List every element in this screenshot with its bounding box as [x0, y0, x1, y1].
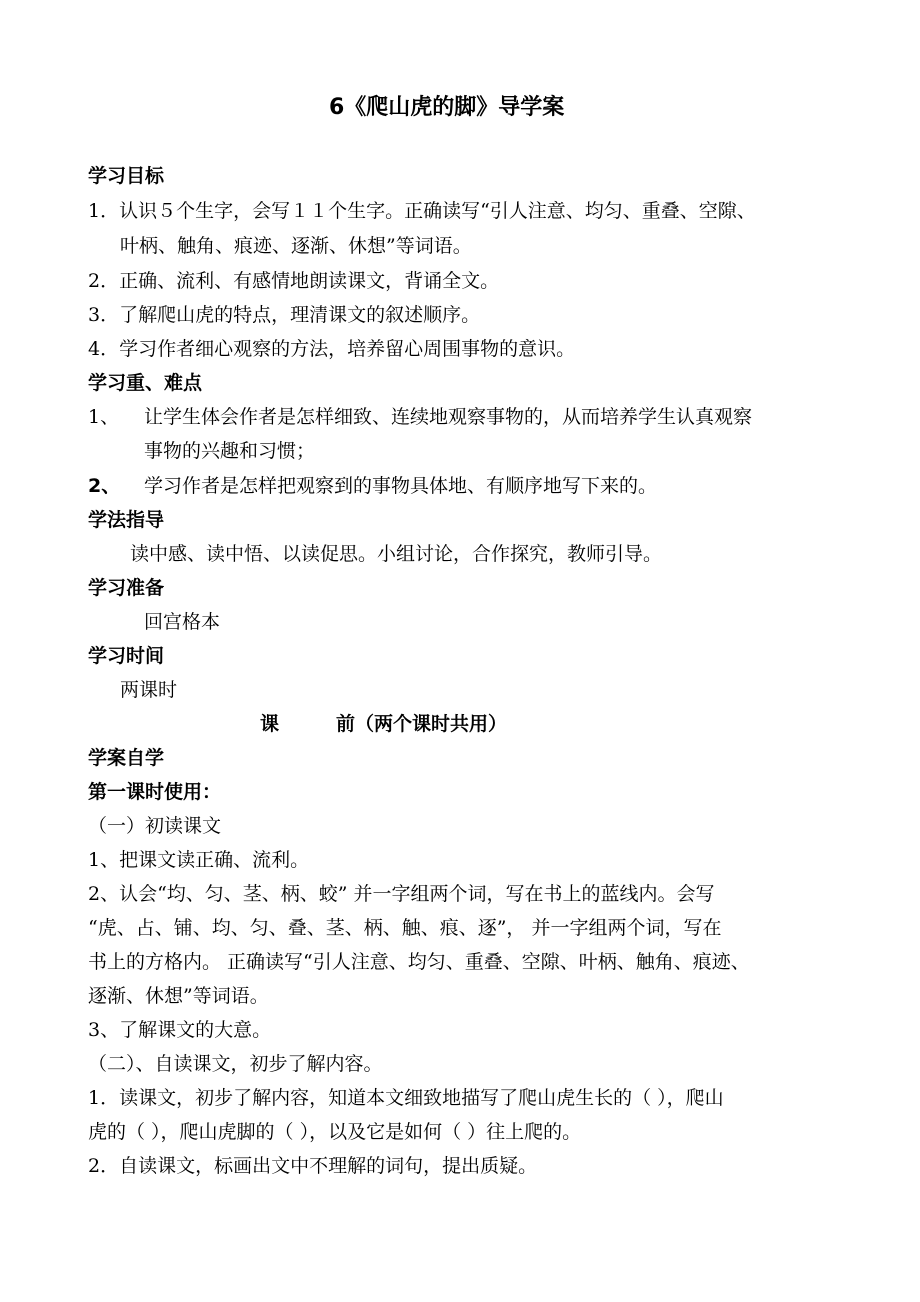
- study-item-2-line-1: 2、认会“均、匀、茎、柄、蛟” 并一字组两个词，写在书上的蓝线内。会写: [88, 883, 715, 905]
- part-1-heading: （一）初读课文: [88, 815, 222, 837]
- study-item-2-line-4: 逐渐、休想”等词语。: [88, 985, 269, 1007]
- question-2: 2．自读课文，标画出文中不理解的词句，提出质疑。: [88, 1155, 538, 1177]
- key-point-2: 学习作者是怎样把观察到的事物具体地、有顺序地写下来的。: [144, 475, 658, 497]
- method-text: 读中感、读中悟、以读促思。小组讨论，合作探究，教师引导。: [130, 543, 663, 565]
- document-title: 6《爬山虎的脚》导学案: [329, 95, 565, 120]
- objective-item-3: 3．了解爬山虎的特点，理清课文的叙述顺序。: [88, 304, 481, 326]
- key-point-1-line-2: 事物的兴趣和习惯；: [144, 440, 316, 462]
- study-item-3: 3、了解课文的大意。: [88, 1019, 272, 1041]
- objective-item-4: 4．学习作者细心观察的方法，培养留心周围事物的意识。: [88, 338, 576, 360]
- objective-item-1-line-2: 叶柄、触角、痕迹、逐渐、休想”等词语。: [120, 235, 472, 257]
- method-heading: 学法指导: [88, 509, 165, 531]
- objective-item-2: 2．正确、流利、有感情地朗读课文，背诵全文。: [88, 270, 500, 292]
- study-item-2-line-3: 书上的方格内。 正确读写“引人注意、均匀、重叠、空隙、叶柄、触角、痕迹、: [88, 951, 750, 973]
- key-points-heading: 学习重、难点: [88, 372, 203, 394]
- objectives-heading: 学习目标: [88, 165, 165, 187]
- time-heading: 学习时间: [88, 645, 165, 667]
- time-text: 两课时: [120, 679, 178, 701]
- section-title-part-b: 前（两个课时共用）: [336, 713, 508, 735]
- preparation-text: 回宫格本: [144, 611, 221, 633]
- key-point-2-number: 2、: [88, 475, 121, 497]
- study-item-1: 1、把课文读正确、流利。: [88, 849, 310, 871]
- preparation-heading: 学习准备: [88, 577, 165, 599]
- study-item-2-line-2: “虎、占、铺、均、匀、叠、茎、柄、触、痕、逐”， 并一字组两个词，写在: [88, 917, 722, 939]
- self-study-heading: 学案自学: [88, 747, 165, 769]
- part-2-heading: （二）、自读课文，初步了解内容。: [88, 1053, 383, 1075]
- key-point-1-line-1: 让学生体会作者是怎样细致、连续地观察事物的，从而培养学生认真观察: [144, 406, 753, 428]
- section-title-part-a: 课: [260, 713, 280, 735]
- objective-item-1-line-1: 1．认识５个生字，会写１１个生字。正确读写“引人注意、均匀、重叠、空隙、: [88, 200, 756, 222]
- key-point-1-number: 1、: [88, 406, 120, 428]
- question-1-line-2: 虎的（ ），爬山虎脚的（ ），以及它是如何（ ）往上爬的。: [88, 1121, 582, 1143]
- first-lesson-heading: 第一课时使用：: [88, 781, 222, 803]
- question-1-line-1: 1．读课文，初步了解内容，知道本文细致地描写了爬山虎生长的（ ），爬山: [88, 1087, 724, 1109]
